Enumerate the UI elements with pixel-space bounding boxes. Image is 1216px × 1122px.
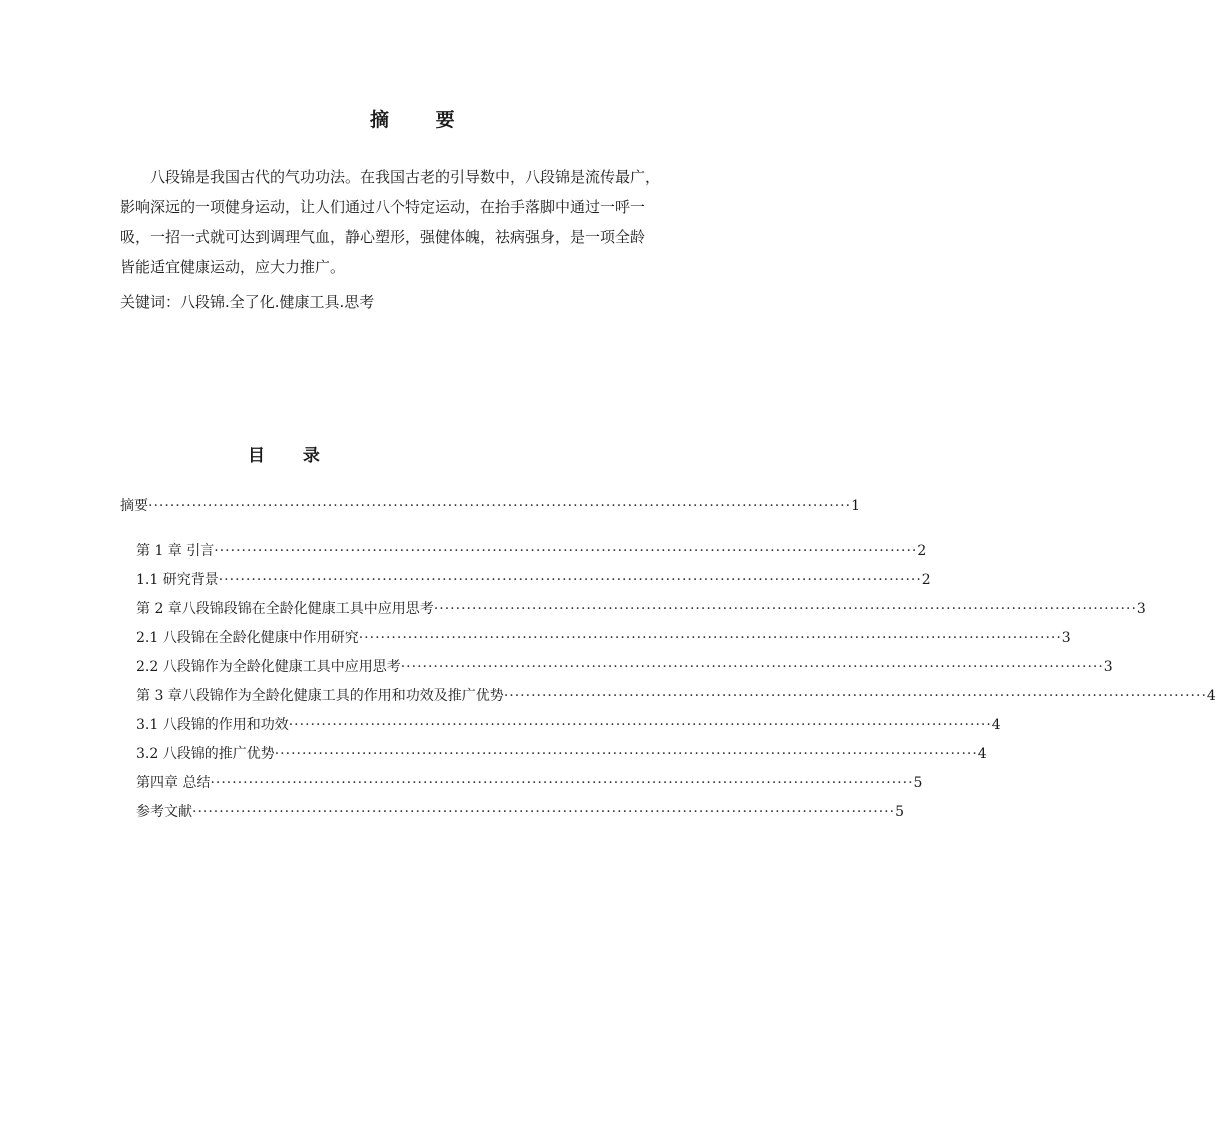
- toc-leader-dots: ·································································································································: [210, 775, 914, 791]
- toc-page-number: 4: [977, 746, 987, 762]
- toc-entry[interactable]: [136, 685, 1216, 707]
- toc-page-number: 5: [895, 804, 904, 820]
- toc-entry-text: 1.1 研究背景: [136, 572, 219, 588]
- toc-entry-text: 第 3 章八段锦作为全龄化健康工具的作用和功效及推广优势: [136, 688, 504, 704]
- toc-page-number: 4: [991, 717, 1001, 733]
- toc-entry-text: 第四章 总结: [136, 775, 211, 791]
- abstract-body: [120, 162, 680, 282]
- toc-entry-text: 参考文献: [136, 804, 192, 820]
- toc-page-number: 1: [851, 498, 860, 514]
- toc-page-number: 4: [1206, 688, 1216, 704]
- abstract-line: 八段锦是我国古代的气功功法。在我国古老的引导数中，八段锦是流传最广，: [150, 168, 661, 186]
- toc-entry[interactable]: [120, 495, 860, 517]
- toc-entry-text: 第 1 章 引言: [136, 543, 215, 559]
- toc-entry[interactable]: [136, 627, 1071, 649]
- toc-entry[interactable]: [136, 598, 1146, 620]
- toc-entry-text: 摘要: [120, 498, 148, 514]
- toc-leader-dots: ·································································································································: [274, 746, 978, 762]
- toc-entry-text: 2.2 八段锦作为全龄化健康工具中应用思考: [136, 659, 401, 675]
- keywords: 关键词：八段锦.全了化.健康工具.思考: [120, 293, 375, 311]
- toc-page-number: 2: [917, 543, 927, 559]
- toc-entry[interactable]: [136, 569, 931, 591]
- toc-page-number: 3: [1061, 630, 1071, 646]
- toc-page-number: 5: [913, 775, 923, 791]
- toc-leader-dots: ·································································································································: [433, 601, 1137, 617]
- toc-entry-text: 3.2 八段锦的推广优势: [136, 746, 275, 762]
- toc-entry-text: 2.1 八段锦在全龄化健康中作用研究: [136, 630, 359, 646]
- toc-title: 目 录: [248, 446, 336, 466]
- abstract-title: 摘 要: [370, 109, 475, 131]
- toc-leader-dots: ·································································································································: [148, 498, 852, 514]
- toc-leader-dots: ·································································································································: [192, 804, 896, 820]
- abstract-line: 皆能适宜健康运动，应大力推广。: [120, 258, 346, 276]
- toc-entry[interactable]: [136, 743, 987, 765]
- toc-entry[interactable]: [136, 801, 904, 823]
- toc-entry[interactable]: [136, 540, 927, 562]
- toc-leader-dots: ·································································································································: [400, 659, 1104, 675]
- toc-entry-text: 第 2 章八段锦段锦在全龄化健康工具中应用思考: [136, 601, 434, 617]
- toc-leader-dots: ·································································································································: [358, 630, 1062, 646]
- toc-entry[interactable]: [136, 714, 1001, 736]
- toc-leader-dots: ·································································································································: [288, 717, 992, 733]
- toc-leader-dots: ·································································································································: [503, 688, 1207, 704]
- toc-page-number: 2: [921, 572, 931, 588]
- toc-leader-dots: ·································································································································: [214, 543, 918, 559]
- toc-entry[interactable]: [136, 772, 923, 794]
- abstract-line: 影响深远的一项健身运动，让人们通过八个特定运动，在抬手落脚中通过一呼一: [120, 198, 646, 216]
- toc-leader-dots: ·································································································································: [218, 572, 922, 588]
- toc-page-number: 3: [1136, 601, 1146, 617]
- toc-entry[interactable]: [136, 656, 1113, 678]
- toc-page-number: 3: [1103, 659, 1113, 675]
- abstract-line: 吸，一招一式就可达到调理气血，静心塑形，强健体魄，祛病强身，是一项全龄: [120, 228, 646, 246]
- toc-entry-text: 3.1 八段锦的作用和功效: [136, 717, 289, 733]
